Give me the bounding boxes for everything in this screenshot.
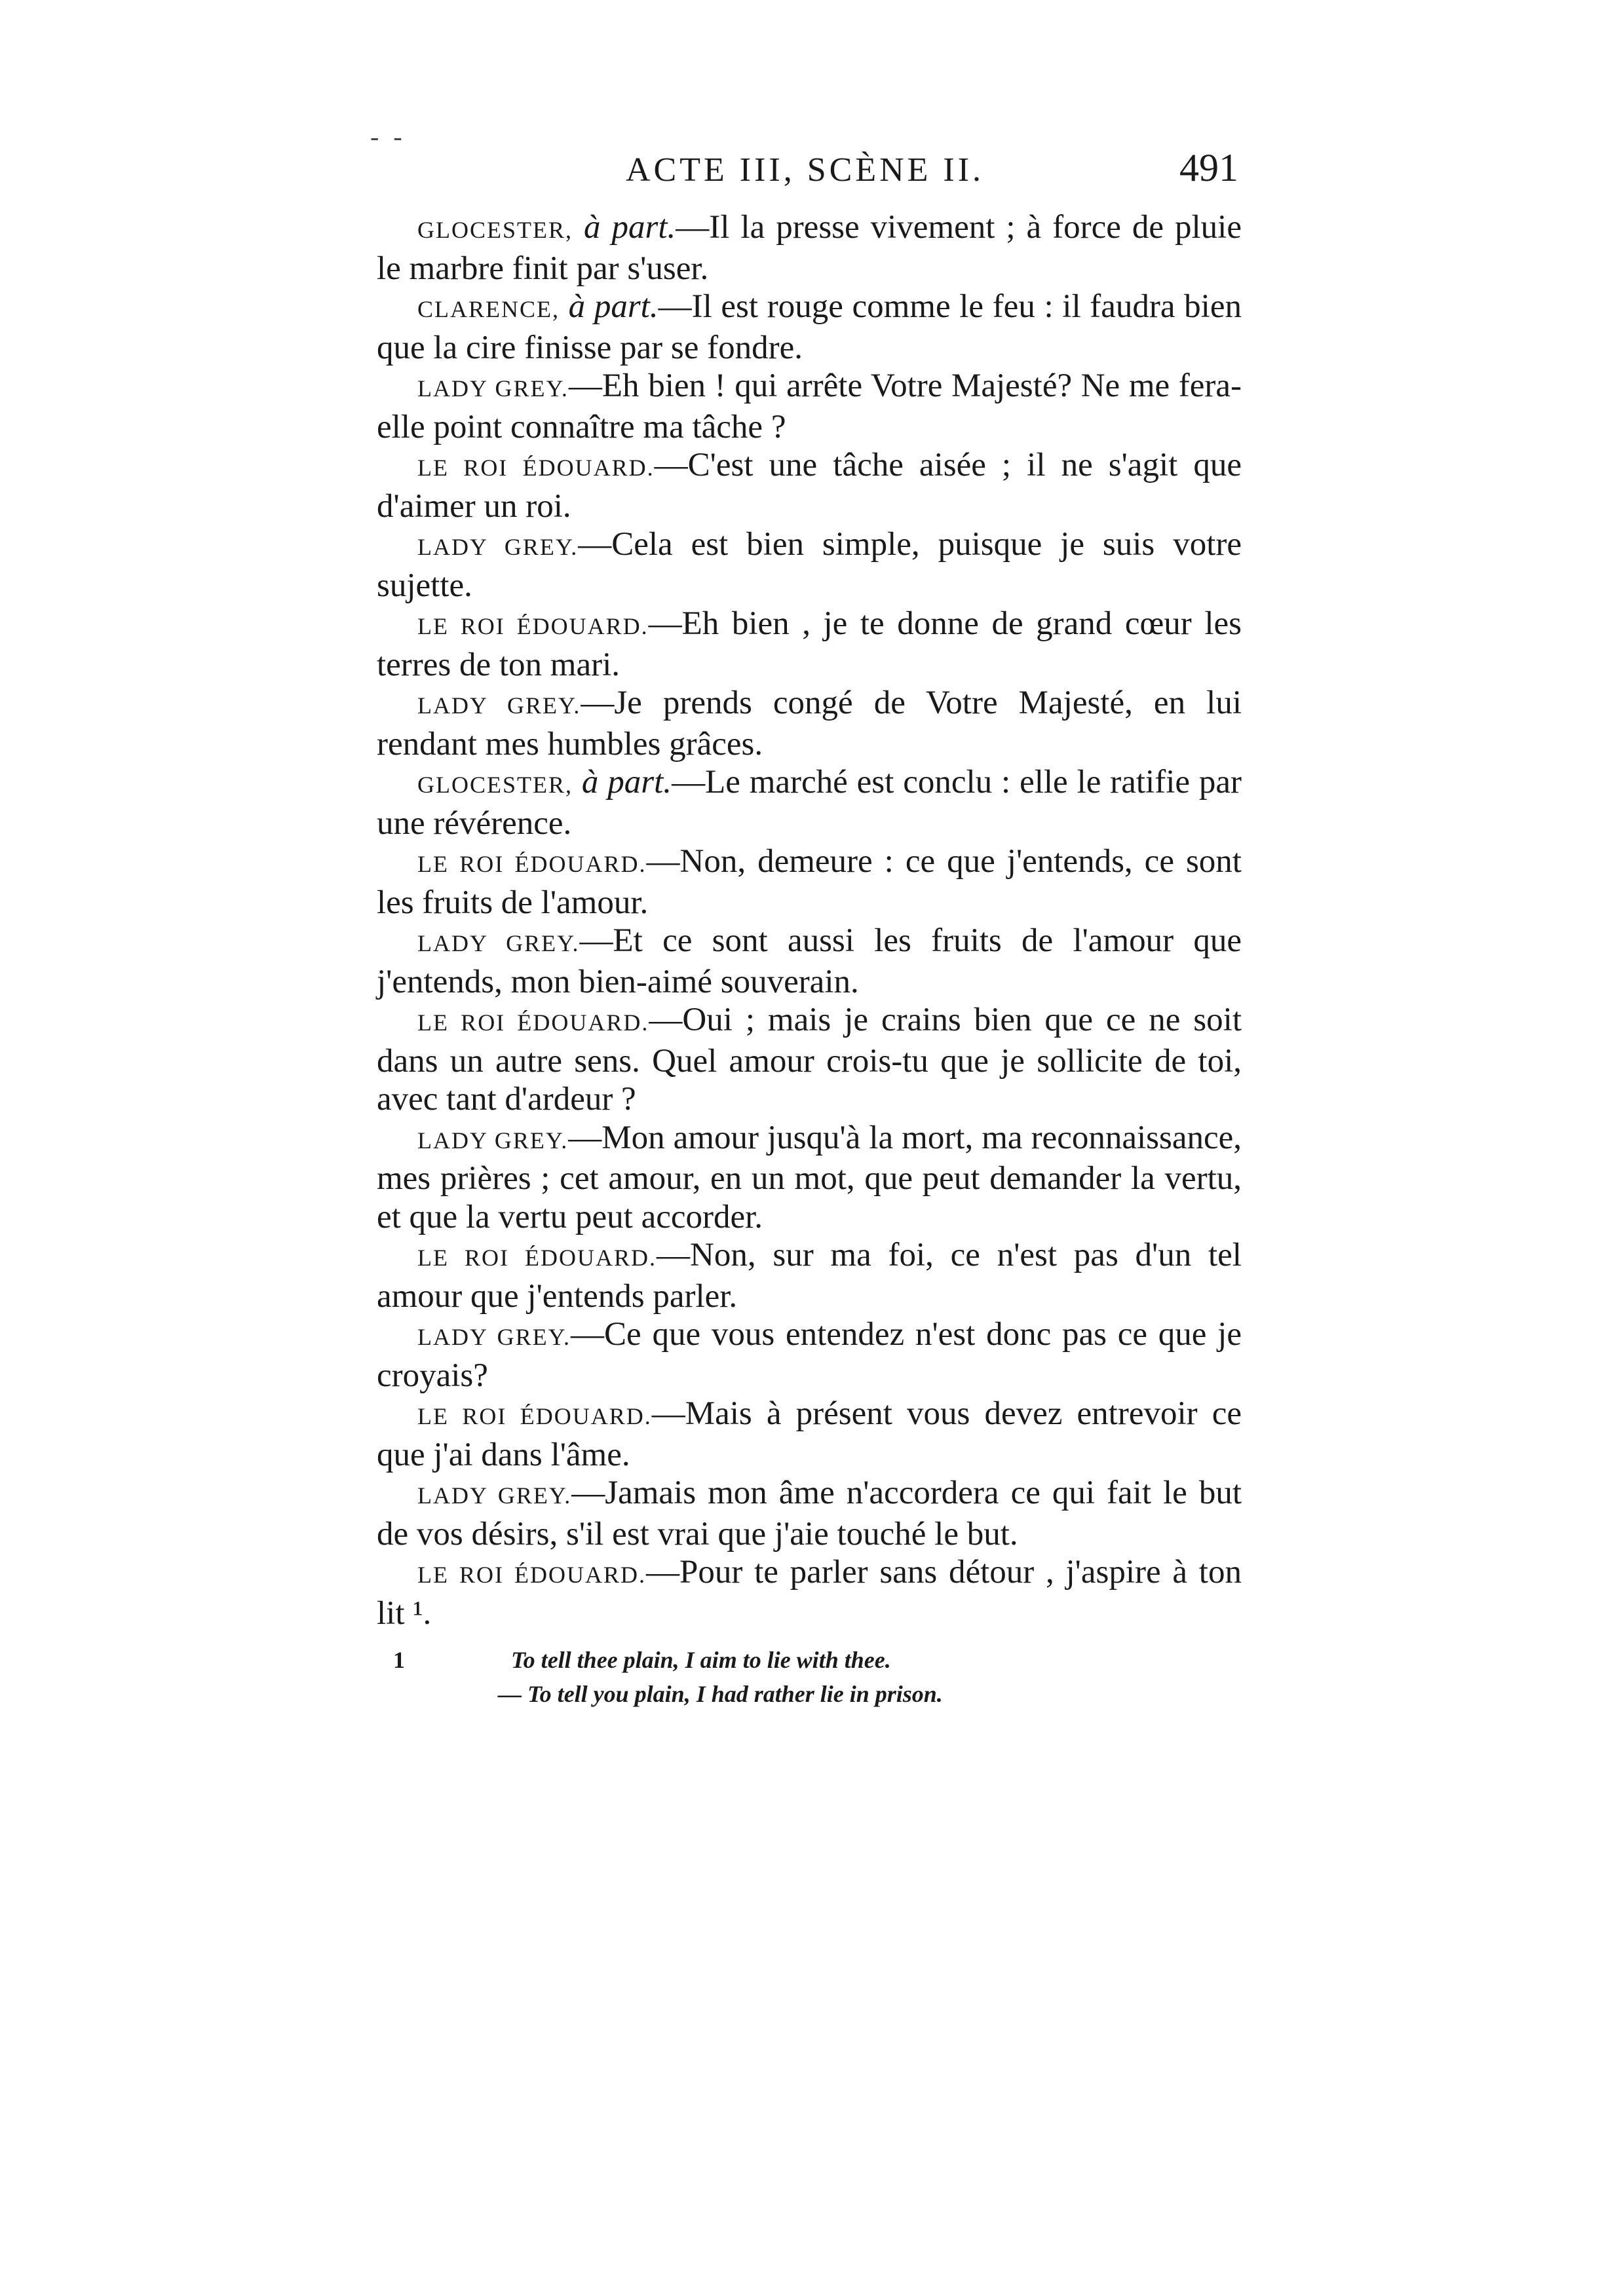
- speaker-name: LE ROI ÉDOUARD.: [417, 455, 655, 481]
- speech-text: —Ce que vous entendez n'est donc pas ce que je croyais?: [377, 1316, 1242, 1394]
- speaker-name: LADY GREY.: [417, 692, 581, 719]
- speaker-name: GLOCESTER,: [417, 772, 573, 798]
- speaker-name: LADY GREY.: [417, 375, 569, 402]
- page-number: 491: [1179, 146, 1238, 189]
- footnote: [393, 1643, 1245, 1711]
- page-header: [377, 144, 1245, 197]
- speaker-name: CLARENCE,: [417, 296, 560, 322]
- speech: [377, 922, 1242, 1001]
- speech: [377, 763, 1242, 842]
- speech: [377, 605, 1242, 684]
- speech: [377, 842, 1242, 922]
- speech: [377, 288, 1242, 367]
- footnote-line: To tell thee plain, I aim to lie with thee.: [511, 1647, 891, 1673]
- speaker-name: LADY GREY.: [417, 1127, 569, 1154]
- speech: [377, 1236, 1242, 1315]
- speaker-name: LADY GREY.: [417, 1482, 572, 1509]
- stage-direction: à part.: [581, 764, 672, 800]
- speech-text: —Oui ; mais je crains bien que ce ne soit dans un autre sens. Quel amour crois-tu que je sollicite de toi, avec tant d'ardeur ?: [377, 1002, 1242, 1118]
- speaker-name: LADY GREY.: [417, 930, 580, 956]
- running-head: ACTE III, SCÈNE II.: [626, 151, 985, 189]
- speech-text: —Non, sur ma foi, ce n'est pas d'un tel amour que j'entends parler.: [377, 1237, 1242, 1315]
- speech: [377, 1474, 1242, 1553]
- stage-direction: à part.: [568, 288, 659, 325]
- stage-direction: à part.: [584, 209, 676, 246]
- speech-text: —Cela est bien simple, puisque je suis votre sujette.: [377, 526, 1242, 604]
- speech-text: —Et ce sont aussi les fruits de l'amour que j'entends, mon bien-aimé souverain.: [377, 922, 1242, 1000]
- speaker-name: LE ROI ÉDOUARD.: [417, 1009, 649, 1036]
- stray-mark: - -: [370, 122, 406, 151]
- speech-text: —Mais à présent vous devez entrevoir ce que j'ai dans l'âme.: [377, 1395, 1242, 1473]
- speech-text: —Jamais mon âme n'accordera ce qui fait le but de vos désirs, s'il est vrai que j'aie touché le but.: [377, 1475, 1242, 1553]
- speech: [377, 446, 1242, 525]
- speech: [377, 1553, 1242, 1632]
- speech-text: —Mon amour jusqu'à la mort, ma reconnaissance, mes prières ; cet amour, en un mot, que peut demander la vertu, et que la vertu peut accorder.: [377, 1119, 1242, 1235]
- speech: [377, 208, 1242, 288]
- speech: [377, 684, 1242, 763]
- speech-text: —Il est rouge comme le feu : il faudra bien que la cire finisse par se fondre.: [377, 288, 1242, 366]
- speaker-name: GLOCESTER,: [417, 217, 573, 243]
- speaker-name: LE ROI ÉDOUARD.: [417, 851, 647, 877]
- speech: [377, 367, 1242, 446]
- speaker-name: LE ROI ÉDOUARD.: [417, 1245, 657, 1271]
- speaker-name: LE ROI ÉDOUARD.: [417, 613, 649, 639]
- speaker-name: LADY GREY.: [417, 1324, 571, 1350]
- speech: [377, 525, 1242, 605]
- speech-text: —Eh bien ! qui arrête Votre Majesté? Ne me fera-elle point connaître ma tâche ?: [377, 367, 1242, 445]
- speaker-name: LE ROI ÉDOUARD.: [417, 1562, 646, 1588]
- speaker-name: LADY GREY.: [417, 534, 579, 560]
- footnote-marker: 1: [393, 1647, 405, 1673]
- speech-text: —Je prends congé de Votre Majesté, en lui rendant mes humbles grâces.: [377, 685, 1242, 762]
- play-text: [377, 208, 1242, 1632]
- speech: [377, 1395, 1242, 1474]
- speech: [377, 1001, 1242, 1119]
- speech-text: —Eh bien , je te donne de grand cœur les terres de ton mari.: [377, 605, 1242, 683]
- speech-text: —Non, demeure : ce que j'entends, ce sont les fruits de l'amour.: [377, 843, 1242, 921]
- footnote-line: — To tell you plain, I had rather lie in prison.: [498, 1681, 943, 1707]
- speech: [377, 1119, 1242, 1237]
- speech-text: —Il la presse vivement ; à force de pluie le marbre finit par s'user.: [377, 209, 1242, 287]
- speech: [377, 1315, 1242, 1395]
- speech-text: —C'est une tâche aisée ; il ne s'agit que d'aimer un roi.: [377, 447, 1242, 525]
- speech-text: —Le marché est conclu : elle le ratifie par une révérence.: [377, 764, 1242, 842]
- speech-text: —Pour te parler sans détour , j'aspire à ton lit ¹.: [377, 1554, 1242, 1632]
- speaker-name: LE ROI ÉDOUARD.: [417, 1403, 652, 1429]
